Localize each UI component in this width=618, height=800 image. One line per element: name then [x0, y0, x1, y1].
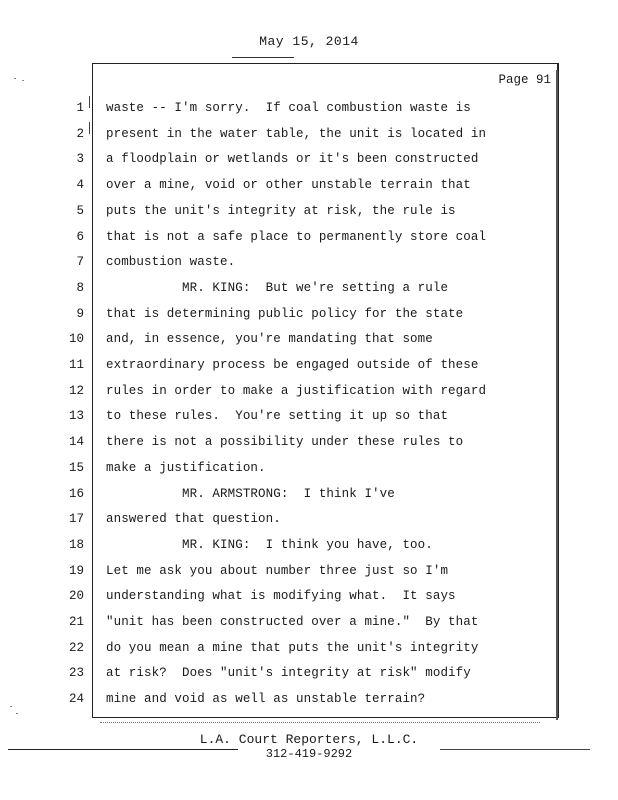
line-text: and, in essence, you're mandating that some [106, 332, 433, 346]
header-rule [232, 57, 294, 58]
footer-reporter-name: L.A. Court Reporters, L.L.C. [199, 732, 419, 747]
line-number: 12 [68, 384, 84, 398]
line-number: 21 [68, 615, 84, 629]
line-number: 11 [68, 358, 84, 372]
frame-shadow [556, 70, 558, 720]
line-number: 10 [68, 332, 84, 346]
line-text: MR. KING: I think you have, too. [106, 538, 433, 552]
line-text: a floodplain or wetlands or it's been constructed [106, 152, 479, 166]
line-text: Let me ask you about number three just so I'm [106, 564, 449, 578]
line-number: 13 [68, 409, 84, 423]
scan-speck [22, 80, 24, 81]
line-number: 14 [68, 435, 84, 449]
margin-tick [89, 122, 90, 134]
line-number: 22 [68, 641, 84, 655]
line-number: 3 [76, 152, 84, 166]
margin-tick [89, 96, 90, 108]
header-date: May 15, 2014 [259, 34, 359, 49]
line-text: do you mean a mine that puts the unit's integrity [106, 641, 479, 655]
line-text: to these rules. You're setting it up so that [106, 409, 449, 423]
line-text: extraordinary process be engaged outside of these [106, 358, 479, 372]
line-text: rules in order to make a justification with regard [106, 384, 487, 398]
line-number: 7 [76, 255, 84, 269]
line-number: 18 [68, 538, 84, 552]
line-text: waste -- I'm sorry. If coal combustion waste is [106, 101, 471, 115]
line-text: MR. KING: But we're setting a rule [106, 281, 449, 295]
line-text: at risk? Does "unit's integrity at risk" modify [106, 666, 471, 680]
line-number: 23 [68, 666, 84, 680]
line-number: 16 [68, 487, 84, 501]
footer-dotted-rule [100, 722, 540, 724]
scan-speck [14, 78, 16, 79]
line-text: that is not a safe place to permanently store coal [106, 230, 487, 244]
line-text: answered that question. [106, 512, 281, 526]
line-text: understanding what is modifying what. It says [106, 589, 456, 603]
line-number: 8 [76, 281, 84, 295]
line-number: 20 [68, 589, 84, 603]
line-number: 1 [76, 101, 84, 115]
scan-speck [10, 706, 12, 707]
line-number: 5 [76, 204, 84, 218]
line-number: 17 [68, 512, 84, 526]
line-text: "unit has been constructed over a mine." By that [106, 615, 479, 629]
line-number: 2 [76, 127, 84, 141]
line-text: present in the water table, the unit is located in [106, 127, 487, 141]
line-text: MR. ARMSTRONG: I think I've [106, 487, 395, 501]
line-text: that is determining public policy for the state [106, 307, 464, 321]
line-text: combustion waste. [106, 255, 236, 269]
scan-speck [16, 713, 18, 714]
line-number: 4 [76, 178, 84, 192]
page-label: Page 91 [498, 73, 551, 87]
line-number: 9 [76, 307, 84, 321]
footer-phone: 312-419-9292 [265, 747, 353, 761]
line-text: there is not a possibility under these rules to [106, 435, 464, 449]
line-text: mine and void as well as unstable terrain? [106, 692, 426, 706]
line-number: 19 [68, 564, 84, 578]
line-number: 6 [76, 230, 84, 244]
line-text: make a justification. [106, 461, 266, 475]
line-number: 24 [68, 692, 84, 706]
line-text: over a mine, void or other unstable terrain that [106, 178, 471, 192]
line-text: puts the unit's integrity at risk, the rule is [106, 204, 456, 218]
line-number: 15 [68, 461, 84, 475]
